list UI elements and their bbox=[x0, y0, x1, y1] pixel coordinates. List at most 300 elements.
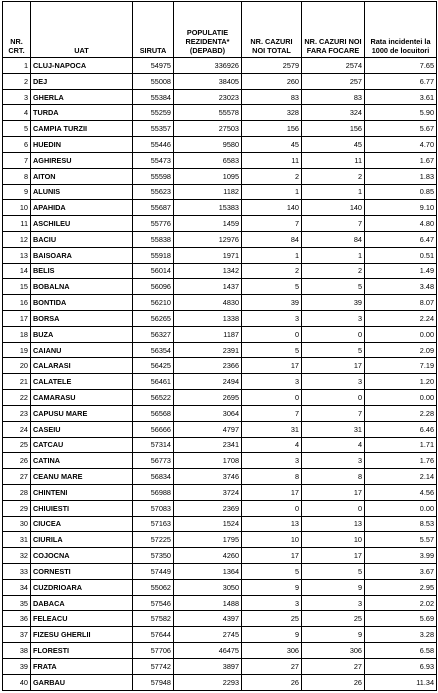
table-row bbox=[3, 579, 437, 595]
cell-cazuri-fara-focare: 5 bbox=[302, 342, 365, 358]
cell-rata: 7.19 bbox=[365, 358, 437, 374]
cell-nr: 31 bbox=[3, 532, 31, 548]
cell-siruta: 56773 bbox=[133, 453, 174, 469]
cell-populatie: 27503 bbox=[174, 121, 242, 137]
cell-uat: CLUJ-NAPOCA bbox=[31, 58, 133, 74]
cell-rata: 5.67 bbox=[365, 121, 437, 137]
cell-rata: 7.65 bbox=[365, 58, 437, 74]
cell-cazuri-fara-focare: 3 bbox=[302, 453, 365, 469]
cell-nr: 3 bbox=[3, 89, 31, 105]
cell-siruta: 56210 bbox=[133, 295, 174, 311]
header-rata: Rata incidentei la 1000 de locuitori bbox=[365, 2, 437, 58]
cell-siruta: 55918 bbox=[133, 247, 174, 263]
cell-cazuri-fara-focare: 9 bbox=[302, 579, 365, 595]
table-row bbox=[3, 374, 437, 390]
cell-rata: 2.95 bbox=[365, 579, 437, 595]
table-row bbox=[3, 564, 437, 580]
cell-nr: 9 bbox=[3, 184, 31, 200]
table-row bbox=[3, 216, 437, 232]
cell-populatie: 6583 bbox=[174, 152, 242, 168]
cell-nr: 37 bbox=[3, 627, 31, 643]
cell-nr: 6 bbox=[3, 137, 31, 153]
cell-siruta: 57742 bbox=[133, 658, 174, 674]
table-row bbox=[3, 405, 437, 421]
cell-cazuri-fara-focare: 3 bbox=[302, 311, 365, 327]
cell-populatie: 3050 bbox=[174, 579, 242, 595]
cell-uat: CAMPIA TURZII bbox=[31, 121, 133, 137]
cell-uat: ALUNIS bbox=[31, 184, 133, 200]
cell-populatie: 2341 bbox=[174, 437, 242, 453]
cell-cazuri-total: 26 bbox=[242, 674, 302, 690]
table-row bbox=[3, 279, 437, 295]
cell-cazuri-fara-focare: 9 bbox=[302, 627, 365, 643]
cell-rata: 11.34 bbox=[365, 674, 437, 690]
cell-cazuri-fara-focare: 26 bbox=[302, 674, 365, 690]
cell-cazuri-total: 13 bbox=[242, 516, 302, 532]
cell-cazuri-fara-focare: 306 bbox=[302, 643, 365, 659]
cell-cazuri-total: 8 bbox=[242, 469, 302, 485]
table-row bbox=[3, 516, 437, 532]
cell-siruta: 55473 bbox=[133, 152, 174, 168]
cell-populatie: 1338 bbox=[174, 311, 242, 327]
cell-nr: 2 bbox=[3, 73, 31, 89]
cell-uat: CATINA bbox=[31, 453, 133, 469]
cell-rata: 6.77 bbox=[365, 73, 437, 89]
cell-nr: 26 bbox=[3, 453, 31, 469]
cell-populatie: 1488 bbox=[174, 595, 242, 611]
cell-cazuri-total: 39 bbox=[242, 295, 302, 311]
table-row bbox=[3, 532, 437, 548]
cell-rata: 3.99 bbox=[365, 548, 437, 564]
cell-cazuri-fara-focare: 2 bbox=[302, 263, 365, 279]
cell-cazuri-total: 31 bbox=[242, 421, 302, 437]
cell-rata: 2.28 bbox=[365, 405, 437, 421]
cell-populatie: 1342 bbox=[174, 263, 242, 279]
cell-cazuri-total: 0 bbox=[242, 500, 302, 516]
cell-nr: 18 bbox=[3, 326, 31, 342]
cell-siruta: 55384 bbox=[133, 89, 174, 105]
cell-populatie: 1095 bbox=[174, 168, 242, 184]
cell-cazuri-total: 260 bbox=[242, 73, 302, 89]
cell-cazuri-total: 3 bbox=[242, 374, 302, 390]
cell-nr: 21 bbox=[3, 374, 31, 390]
cell-siruta: 57582 bbox=[133, 611, 174, 627]
cell-uat: BACIU bbox=[31, 231, 133, 247]
cell-cazuri-total: 7 bbox=[242, 216, 302, 232]
table-row bbox=[3, 358, 437, 374]
cell-cazuri-fara-focare: 1 bbox=[302, 184, 365, 200]
cell-rata: 0.85 bbox=[365, 184, 437, 200]
cell-cazuri-total: 9 bbox=[242, 579, 302, 595]
table-row bbox=[3, 89, 437, 105]
cell-nr: 17 bbox=[3, 311, 31, 327]
cell-cazuri-fara-focare: 39 bbox=[302, 295, 365, 311]
cell-uat: CASEIU bbox=[31, 421, 133, 437]
cell-uat: DABACA bbox=[31, 595, 133, 611]
table-row bbox=[3, 200, 437, 216]
cell-cazuri-fara-focare: 3 bbox=[302, 595, 365, 611]
cell-rata: 0.00 bbox=[365, 326, 437, 342]
cell-nr: 35 bbox=[3, 595, 31, 611]
table-row bbox=[3, 73, 437, 89]
cell-cazuri-total: 11 bbox=[242, 152, 302, 168]
cell-populatie: 2745 bbox=[174, 627, 242, 643]
cell-nr: 19 bbox=[3, 342, 31, 358]
cell-cazuri-fara-focare: 0 bbox=[302, 326, 365, 342]
cell-rata: 1.83 bbox=[365, 168, 437, 184]
cell-nr: 10 bbox=[3, 200, 31, 216]
cell-cazuri-total: 140 bbox=[242, 200, 302, 216]
cell-uat: ASCHILEU bbox=[31, 216, 133, 232]
table-row bbox=[3, 326, 437, 342]
cell-populatie: 1524 bbox=[174, 516, 242, 532]
cell-cazuri-fara-focare: 84 bbox=[302, 231, 365, 247]
cell-cazuri-fara-focare: 27 bbox=[302, 658, 365, 674]
cell-uat: BELIS bbox=[31, 263, 133, 279]
cell-uat: CIUCEA bbox=[31, 516, 133, 532]
cell-uat: BOBALNA bbox=[31, 279, 133, 295]
cell-cazuri-fara-focare: 7 bbox=[302, 405, 365, 421]
cell-populatie: 1437 bbox=[174, 279, 242, 295]
cell-uat: CAIANU bbox=[31, 342, 133, 358]
cell-nr: 5 bbox=[3, 121, 31, 137]
cell-cazuri-fara-focare: 11 bbox=[302, 152, 365, 168]
cell-rata: 5.69 bbox=[365, 611, 437, 627]
cell-nr: 25 bbox=[3, 437, 31, 453]
cell-uat: FLORESTI bbox=[31, 643, 133, 659]
cell-rata: 2.24 bbox=[365, 311, 437, 327]
cell-cazuri-total: 3 bbox=[242, 311, 302, 327]
table-row bbox=[3, 168, 437, 184]
cell-cazuri-total: 25 bbox=[242, 611, 302, 627]
cell-uat: CHINTENI bbox=[31, 484, 133, 500]
cell-rata: 9.10 bbox=[365, 200, 437, 216]
cell-cazuri-total: 3 bbox=[242, 595, 302, 611]
cell-cazuri-fara-focare: 13 bbox=[302, 516, 365, 532]
table-body bbox=[3, 58, 437, 691]
table-row bbox=[3, 311, 437, 327]
cell-uat: BORSA bbox=[31, 311, 133, 327]
cell-siruta: 57314 bbox=[133, 437, 174, 453]
cell-nr: 27 bbox=[3, 469, 31, 485]
cell-populatie: 4260 bbox=[174, 548, 242, 564]
cell-cazuri-total: 2 bbox=[242, 263, 302, 279]
header-populatie: POPULATIE REZIDENTA* (DEPABD) bbox=[174, 2, 242, 58]
cell-cazuri-total: 27 bbox=[242, 658, 302, 674]
table-row bbox=[3, 453, 437, 469]
cell-cazuri-fara-focare: 25 bbox=[302, 611, 365, 627]
cell-nr: 24 bbox=[3, 421, 31, 437]
cell-nr: 1 bbox=[3, 58, 31, 74]
cell-cazuri-fara-focare: 5 bbox=[302, 564, 365, 580]
cell-populatie: 1795 bbox=[174, 532, 242, 548]
cell-siruta: 57083 bbox=[133, 500, 174, 516]
table-row bbox=[3, 595, 437, 611]
cell-populatie: 15383 bbox=[174, 200, 242, 216]
cell-populatie: 23023 bbox=[174, 89, 242, 105]
cell-nr: 7 bbox=[3, 152, 31, 168]
cell-rata: 5.57 bbox=[365, 532, 437, 548]
cell-cazuri-total: 2579 bbox=[242, 58, 302, 74]
cell-uat: AGHIRESU bbox=[31, 152, 133, 168]
cell-siruta: 56666 bbox=[133, 421, 174, 437]
cell-rata: 8.07 bbox=[365, 295, 437, 311]
cell-siruta: 56522 bbox=[133, 390, 174, 406]
cell-populatie: 4830 bbox=[174, 295, 242, 311]
cell-siruta: 55008 bbox=[133, 73, 174, 89]
cell-nr: 39 bbox=[3, 658, 31, 674]
cell-nr: 38 bbox=[3, 643, 31, 659]
cell-uat: GHERLA bbox=[31, 89, 133, 105]
cell-siruta: 56096 bbox=[133, 279, 174, 295]
cell-uat: CHIUIESTI bbox=[31, 500, 133, 516]
cell-nr: 15 bbox=[3, 279, 31, 295]
cell-rata: 3.28 bbox=[365, 627, 437, 643]
cell-populatie: 2293 bbox=[174, 674, 242, 690]
cell-cazuri-fara-focare: 8 bbox=[302, 469, 365, 485]
cell-nr: 23 bbox=[3, 405, 31, 421]
cell-populatie: 3724 bbox=[174, 484, 242, 500]
incidence-table bbox=[2, 1, 437, 691]
cell-rata: 5.90 bbox=[365, 105, 437, 121]
cell-siruta: 56014 bbox=[133, 263, 174, 279]
cell-cazuri-total: 84 bbox=[242, 231, 302, 247]
table-row bbox=[3, 184, 437, 200]
cell-siruta: 56568 bbox=[133, 405, 174, 421]
cell-siruta: 56265 bbox=[133, 311, 174, 327]
table-row bbox=[3, 263, 437, 279]
cell-uat: FRATA bbox=[31, 658, 133, 674]
cell-rata: 3.67 bbox=[365, 564, 437, 580]
cell-rata: 3.61 bbox=[365, 89, 437, 105]
cell-cazuri-total: 1 bbox=[242, 184, 302, 200]
cell-populatie: 1459 bbox=[174, 216, 242, 232]
cell-siruta: 57948 bbox=[133, 674, 174, 690]
cell-populatie: 9580 bbox=[174, 137, 242, 153]
cell-rata: 6.47 bbox=[365, 231, 437, 247]
cell-nr: 36 bbox=[3, 611, 31, 627]
cell-nr: 11 bbox=[3, 216, 31, 232]
header-cazuri-total: NR. CAZURI NOI TOTAL bbox=[242, 2, 302, 58]
cell-cazuri-fara-focare: 31 bbox=[302, 421, 365, 437]
table-row bbox=[3, 342, 437, 358]
cell-nr: 29 bbox=[3, 500, 31, 516]
cell-rata: 0.00 bbox=[365, 390, 437, 406]
cell-nr: 33 bbox=[3, 564, 31, 580]
cell-siruta: 55687 bbox=[133, 200, 174, 216]
cell-uat: CORNESTI bbox=[31, 564, 133, 580]
cell-nr: 40 bbox=[3, 674, 31, 690]
cell-siruta: 55623 bbox=[133, 184, 174, 200]
cell-cazuri-total: 3 bbox=[242, 453, 302, 469]
cell-siruta: 55446 bbox=[133, 137, 174, 153]
cell-siruta: 55838 bbox=[133, 231, 174, 247]
table-row bbox=[3, 437, 437, 453]
cell-uat: BONTIDA bbox=[31, 295, 133, 311]
cell-rata: 3.48 bbox=[365, 279, 437, 295]
header-uat: UAT bbox=[31, 2, 133, 58]
cell-nr: 16 bbox=[3, 295, 31, 311]
cell-rata: 2.14 bbox=[365, 469, 437, 485]
cell-siruta: 56425 bbox=[133, 358, 174, 374]
cell-populatie: 4397 bbox=[174, 611, 242, 627]
cell-cazuri-fara-focare: 7 bbox=[302, 216, 365, 232]
cell-cazuri-fara-focare: 156 bbox=[302, 121, 365, 137]
table-row bbox=[3, 500, 437, 516]
cell-rata: 8.53 bbox=[365, 516, 437, 532]
cell-siruta: 55357 bbox=[133, 121, 174, 137]
cell-uat: CALARASI bbox=[31, 358, 133, 374]
header-cazuri-fara-focare: NR. CAZURI NOI FARA FOCARE bbox=[302, 2, 365, 58]
cell-cazuri-total: 306 bbox=[242, 643, 302, 659]
cell-siruta: 56461 bbox=[133, 374, 174, 390]
cell-uat: AITON bbox=[31, 168, 133, 184]
cell-cazuri-total: 17 bbox=[242, 358, 302, 374]
cell-siruta: 54975 bbox=[133, 58, 174, 74]
table-row bbox=[3, 137, 437, 153]
cell-cazuri-total: 7 bbox=[242, 405, 302, 421]
cell-cazuri-fara-focare: 10 bbox=[302, 532, 365, 548]
cell-cazuri-total: 2 bbox=[242, 168, 302, 184]
cell-uat: CAMARASU bbox=[31, 390, 133, 406]
table-row bbox=[3, 484, 437, 500]
cell-cazuri-fara-focare: 0 bbox=[302, 500, 365, 516]
table-row bbox=[3, 643, 437, 659]
cell-uat: CALATELE bbox=[31, 374, 133, 390]
cell-populatie: 55578 bbox=[174, 105, 242, 121]
cell-populatie: 2366 bbox=[174, 358, 242, 374]
cell-cazuri-fara-focare: 5 bbox=[302, 279, 365, 295]
cell-siruta: 55062 bbox=[133, 579, 174, 595]
cell-cazuri-fara-focare: 2 bbox=[302, 168, 365, 184]
cell-rata: 1.20 bbox=[365, 374, 437, 390]
cell-cazuri-fara-focare: 17 bbox=[302, 548, 365, 564]
cell-cazuri-fara-focare: 0 bbox=[302, 390, 365, 406]
cell-nr: 8 bbox=[3, 168, 31, 184]
cell-cazuri-total: 0 bbox=[242, 326, 302, 342]
cell-cazuri-total: 45 bbox=[242, 137, 302, 153]
cell-rata: 6.46 bbox=[365, 421, 437, 437]
cell-rata: 4.70 bbox=[365, 137, 437, 153]
cell-cazuri-total: 10 bbox=[242, 532, 302, 548]
table-row bbox=[3, 390, 437, 406]
cell-cazuri-fara-focare: 1 bbox=[302, 247, 365, 263]
cell-populatie: 3064 bbox=[174, 405, 242, 421]
table-row bbox=[3, 548, 437, 564]
cell-populatie: 3746 bbox=[174, 469, 242, 485]
cell-cazuri-total: 1 bbox=[242, 247, 302, 263]
cell-cazuri-total: 5 bbox=[242, 279, 302, 295]
cell-nr: 14 bbox=[3, 263, 31, 279]
cell-cazuri-fara-focare: 17 bbox=[302, 484, 365, 500]
cell-cazuri-total: 0 bbox=[242, 390, 302, 406]
table-row bbox=[3, 58, 437, 74]
cell-siruta: 57163 bbox=[133, 516, 174, 532]
table-row bbox=[3, 247, 437, 263]
cell-nr: 20 bbox=[3, 358, 31, 374]
cell-nr: 4 bbox=[3, 105, 31, 121]
cell-rata: 0.51 bbox=[365, 247, 437, 263]
cell-cazuri-fara-focare: 257 bbox=[302, 73, 365, 89]
cell-populatie: 12976 bbox=[174, 231, 242, 247]
cell-cazuri-total: 17 bbox=[242, 484, 302, 500]
cell-nr: 12 bbox=[3, 231, 31, 247]
table-row bbox=[3, 611, 437, 627]
cell-populatie: 1971 bbox=[174, 247, 242, 263]
cell-rata: 2.02 bbox=[365, 595, 437, 611]
header-row bbox=[3, 2, 437, 58]
cell-populatie: 2494 bbox=[174, 374, 242, 390]
cell-siruta: 56988 bbox=[133, 484, 174, 500]
cell-populatie: 2391 bbox=[174, 342, 242, 358]
cell-uat: APAHIDA bbox=[31, 200, 133, 216]
cell-populatie: 46475 bbox=[174, 643, 242, 659]
cell-cazuri-fara-focare: 2574 bbox=[302, 58, 365, 74]
table-row bbox=[3, 152, 437, 168]
cell-cazuri-total: 83 bbox=[242, 89, 302, 105]
cell-populatie: 2695 bbox=[174, 390, 242, 406]
cell-rata: 4.56 bbox=[365, 484, 437, 500]
cell-siruta: 56354 bbox=[133, 342, 174, 358]
cell-cazuri-fara-focare: 140 bbox=[302, 200, 365, 216]
cell-nr: 30 bbox=[3, 516, 31, 532]
cell-rata: 1.49 bbox=[365, 263, 437, 279]
cell-nr: 32 bbox=[3, 548, 31, 564]
cell-populatie: 336926 bbox=[174, 58, 242, 74]
cell-uat: BUZA bbox=[31, 326, 133, 342]
cell-rata: 2.09 bbox=[365, 342, 437, 358]
table-row bbox=[3, 674, 437, 690]
cell-rata: 4.80 bbox=[365, 216, 437, 232]
cell-populatie: 1364 bbox=[174, 564, 242, 580]
table-row bbox=[3, 658, 437, 674]
cell-cazuri-fara-focare: 324 bbox=[302, 105, 365, 121]
cell-uat: FELEACU bbox=[31, 611, 133, 627]
table-row bbox=[3, 421, 437, 437]
cell-cazuri-total: 156 bbox=[242, 121, 302, 137]
cell-nr: 34 bbox=[3, 579, 31, 595]
table-row bbox=[3, 469, 437, 485]
cell-cazuri-total: 5 bbox=[242, 564, 302, 580]
cell-siruta: 56327 bbox=[133, 326, 174, 342]
cell-cazuri-total: 17 bbox=[242, 548, 302, 564]
cell-rata: 1.71 bbox=[365, 437, 437, 453]
cell-populatie: 4797 bbox=[174, 421, 242, 437]
cell-nr: 22 bbox=[3, 390, 31, 406]
cell-cazuri-fara-focare: 17 bbox=[302, 358, 365, 374]
cell-cazuri-fara-focare: 83 bbox=[302, 89, 365, 105]
cell-uat: COJOCNA bbox=[31, 548, 133, 564]
cell-cazuri-total: 9 bbox=[242, 627, 302, 643]
header-siruta: SIRUTA bbox=[133, 2, 174, 58]
cell-cazuri-fara-focare: 4 bbox=[302, 437, 365, 453]
cell-cazuri-fara-focare: 45 bbox=[302, 137, 365, 153]
table-row bbox=[3, 121, 437, 137]
cell-cazuri-total: 5 bbox=[242, 342, 302, 358]
cell-siruta: 57350 bbox=[133, 548, 174, 564]
cell-siruta: 57644 bbox=[133, 627, 174, 643]
cell-populatie: 2369 bbox=[174, 500, 242, 516]
cell-rata: 6.93 bbox=[365, 658, 437, 674]
cell-uat: CATCAU bbox=[31, 437, 133, 453]
table-row bbox=[3, 231, 437, 247]
cell-rata: 1.67 bbox=[365, 152, 437, 168]
table-row bbox=[3, 627, 437, 643]
cell-populatie: 1708 bbox=[174, 453, 242, 469]
cell-populatie: 38405 bbox=[174, 73, 242, 89]
cell-rata: 1.76 bbox=[365, 453, 437, 469]
cell-rata: 6.58 bbox=[365, 643, 437, 659]
